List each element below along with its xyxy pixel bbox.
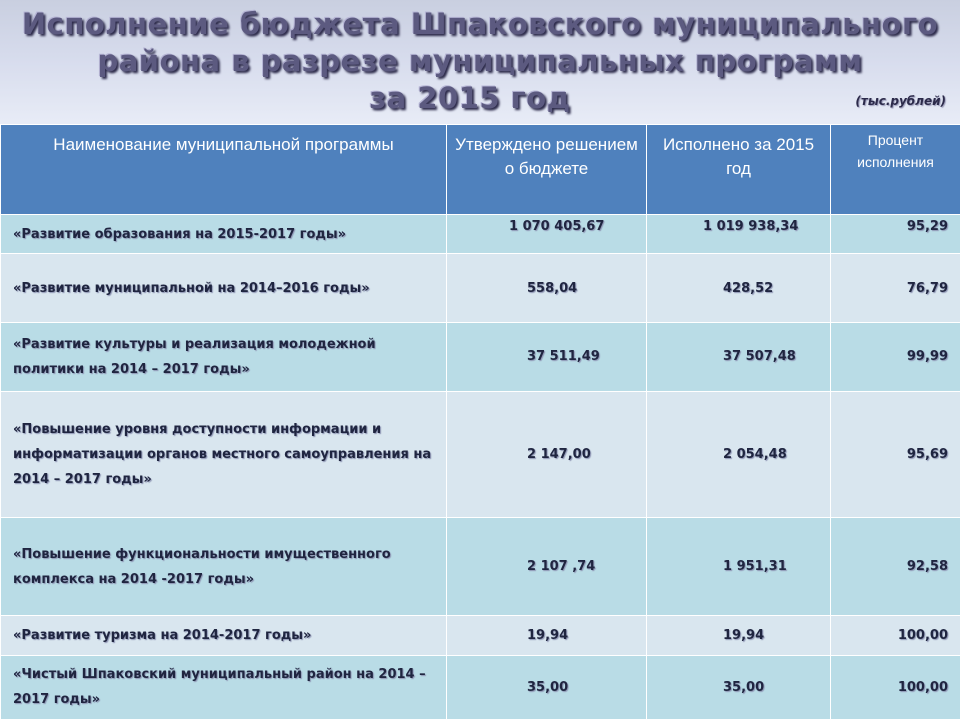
executed-value: 37 507,48 [647, 323, 831, 392]
header-percent: Процент исполнения [831, 125, 960, 215]
executed-value: 1 019 938,34 [647, 215, 831, 254]
title-line-2: района в разрезе муниципальных программ [97, 44, 863, 78]
percent-value: 100,00 [831, 655, 960, 719]
table-row [1, 616, 960, 655]
approved-value: 35,00 [447, 655, 647, 719]
program-name: «Развитие муниципальной на 2014–2016 годы» [1, 254, 447, 323]
program-name: «Развитие туризма на 2014-2017 годы» [1, 616, 447, 655]
executed-value: 2 054,48 [647, 391, 831, 518]
page-title [0, 6, 960, 117]
title-line-1: Исполнение бюджета Шпаковского муниципального [21, 7, 939, 41]
table-row [1, 215, 960, 254]
program-name: «Повышение уровня доступности информации и информатизации органов местного самоуправления на 2014 – 2017 годы» [1, 391, 447, 518]
approved-value: 37 511,49 [447, 323, 647, 392]
header-name: Наименование муниципальной программы [1, 125, 447, 215]
table-row [1, 518, 960, 616]
approved-value: 1 070 405,67 [447, 215, 647, 254]
header-approved: Утверждено решением о бюджете [447, 125, 647, 215]
approved-value: 558,04 [447, 254, 647, 323]
program-name: «Повышение функциональности имущественного комплекса на 2014 -2017 годы» [1, 518, 447, 616]
percent-value: 92,58 [831, 518, 960, 616]
percent-value: 76,79 [831, 254, 960, 323]
title-line-3: за 2015 год [369, 81, 571, 115]
table-row [1, 655, 960, 719]
header-executed: Исполнено за 2015 год [647, 125, 831, 215]
program-name: «Развитие культуры и реализация молодежной политики на 2014 – 2017 годы» [1, 323, 447, 392]
percent-value: 95,29 [831, 215, 960, 254]
table-header-row [1, 125, 960, 215]
program-name: «Развитие образования на 2015-2017 годы» [1, 215, 447, 254]
approved-value: 19,94 [447, 616, 647, 655]
program-name: «Чистый Шпаковский муниципальный район на 2014 – 2017 годы» [1, 655, 447, 719]
percent-value: 99,99 [831, 323, 960, 392]
budget-table [0, 124, 960, 720]
percent-value: 100,00 [831, 616, 960, 655]
percent-value: 95,69 [831, 391, 960, 518]
approved-value: 2 107 ,74 [447, 518, 647, 616]
executed-value: 19,94 [647, 616, 831, 655]
executed-value: 1 951,31 [647, 518, 831, 616]
table-row [1, 254, 960, 323]
units-label: (тыс.рублей) [855, 94, 946, 108]
executed-value: 35,00 [647, 655, 831, 719]
table-row [1, 323, 960, 392]
table-row [1, 391, 960, 518]
executed-value: 428,52 [647, 254, 831, 323]
approved-value: 2 147,00 [447, 391, 647, 518]
